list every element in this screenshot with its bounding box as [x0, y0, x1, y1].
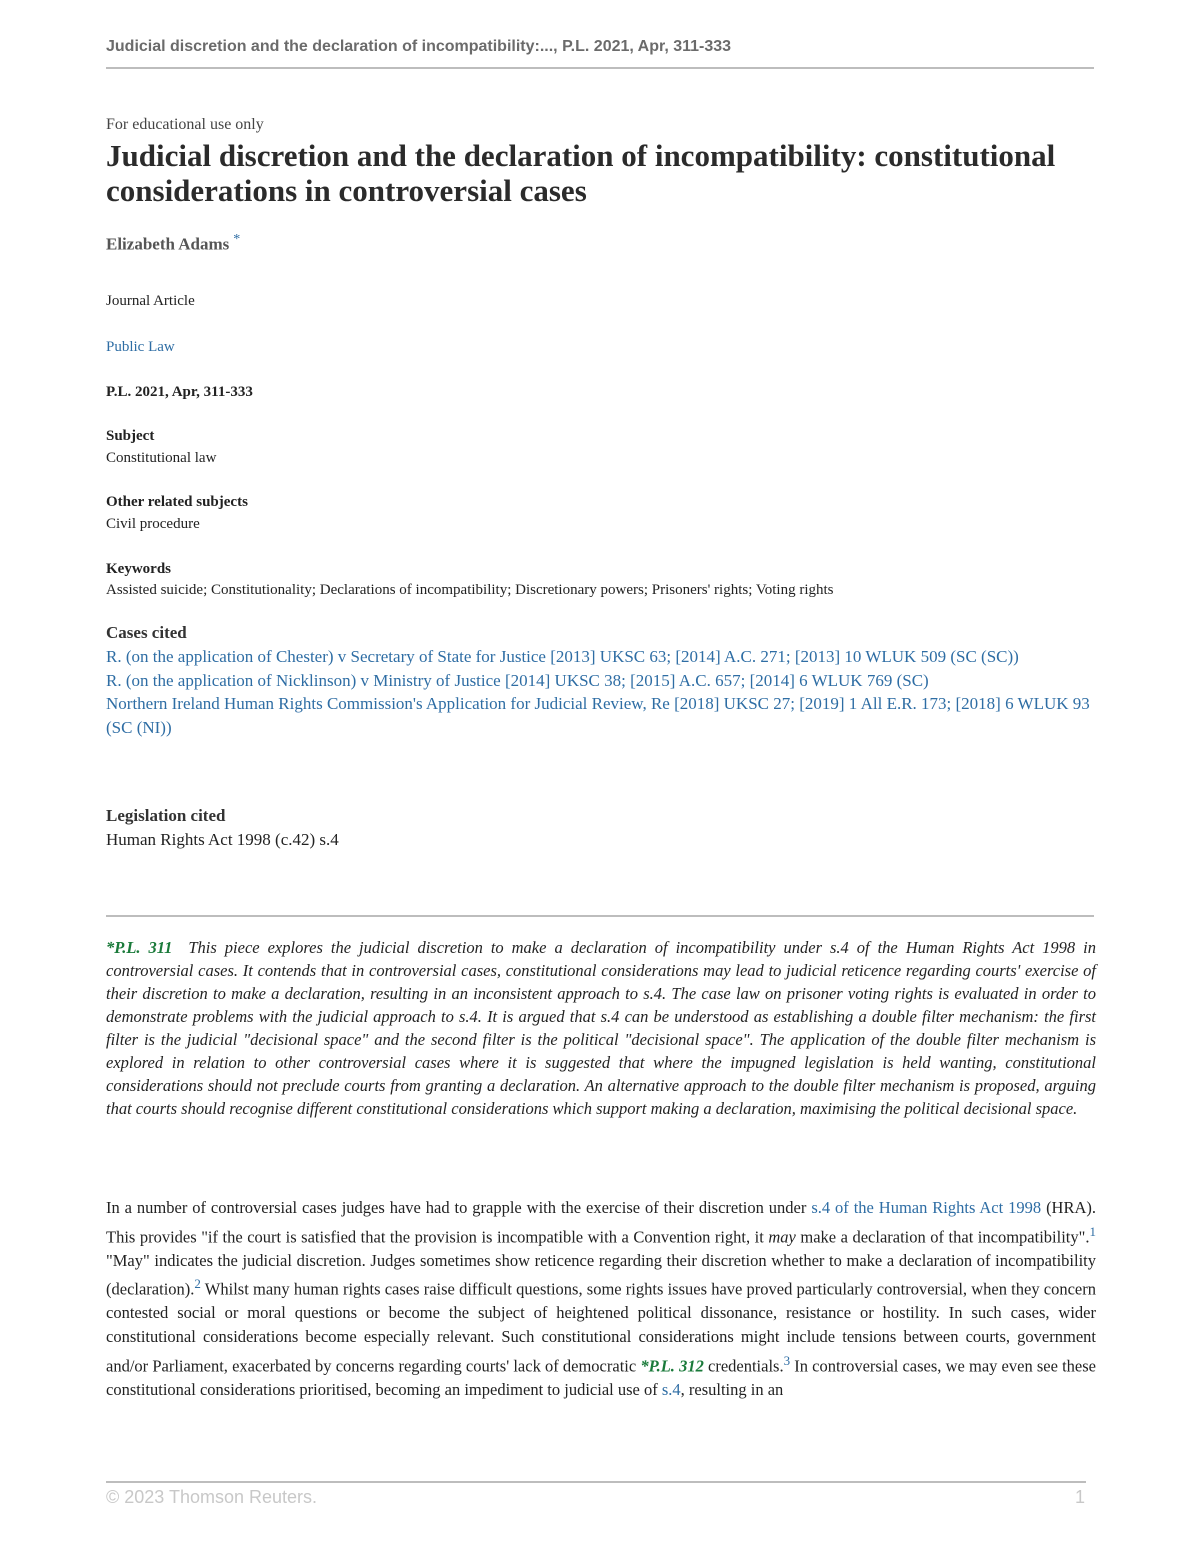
body-text-segment: credentials. [703, 1356, 784, 1376]
body-text-segment: In controversial cases, we may even see these constitutional considerations prioritised, becoming an impediment to judicial use of [106, 1356, 1097, 1399]
hra-s4-link[interactable]: s.4 of the Human Rights Act 1998 [811, 1198, 1042, 1217]
emphasis-may: may [768, 1227, 796, 1247]
footnote-link-2[interactable]: 2 [194, 1276, 201, 1292]
case-link[interactable]: Northern Ireland Human Rights Commission's Application for Judicial Review, Re [2018] UKSC 27; [2019] 1 All E.R. 173; [2018] 6 WLUK 93 (SC (NI)) [106, 694, 1090, 737]
cases-cited-label: Cases cited [106, 623, 187, 642]
s4-link[interactable]: s.4 [661, 1379, 681, 1399]
abstract-divider [106, 915, 1094, 917]
body-text-segment: In a number of controversial cases judges have had to grapple with the exercise of their discretion under [106, 1198, 812, 1217]
case-link[interactable]: R. (on the application of Nicklinson) v Ministry of Justice [2014] UKSC 38; [2015] A.C. 657; [2014] 6 WLUK 769 (SC) [106, 670, 929, 690]
body-paragraph [106, 1196, 1096, 1401]
body-text-segment: "May" indicates the judicial discretion. Judges sometimes show reticence regarding their discretion whether to make a declaration of incompatibility (declaration). [106, 1250, 1096, 1299]
abstract [106, 936, 1096, 1120]
subject-value: Constitutional law [106, 450, 217, 466]
header-divider [106, 67, 1094, 69]
body-text-segment: , resulting in an [680, 1379, 784, 1399]
journal-link[interactable]: Public Law [106, 339, 175, 355]
citation: P.L. 2021, Apr, 311-333 [106, 384, 253, 400]
abstract-text: This piece explores the judicial discretion to make a declaration of incompatibility under s.4 of the Human Rights Act 1998 in controversial cases. It contends that in controversial cases, constitutional considerations may lead to judicial reticence regarding courts' exercise of their discretion to make a declaration, resulting in an inconsistent approach to s.4. The case law on prisoner voting rights is evaluated in order to demonstrate problems with the judicial approach to s.4. It is argued that s.4 can be understood as establishing a double filter mechanism: the first filter is the judicial "decisional space" and the second filter is the political "decisional space". The application of the double filter mechanism is explored in relation to other controversial cases where it is suggested that where the impugned legislation is held wanting, constitutional considerations should not preclude courts from granting a declaration. An alternative approach to the double filter mechanism is proposed, arguing that courts should recognise different constitutional considerations which support making a declaration, maximising the political decisional space. [106, 938, 1097, 1118]
footnote-link-3[interactable]: 3 [783, 1352, 791, 1368]
body-text-segment: make a declaration of that incompatibility". [795, 1227, 1090, 1247]
page-marker-312: *P.L. 312 [640, 1356, 704, 1376]
keywords-value: Assisted suicide; Constitutionality; Declarations of incompatibility; Discretionary powers; Prisoners' rights; Voting rights [106, 582, 834, 598]
article-title: Judicial discretion and the declaration of incompatibility: constitutional considerations in controversial cases [106, 138, 1056, 208]
author-name: Elizabeth Adams [106, 234, 230, 254]
legislation-cited-label: Legislation cited [106, 806, 226, 825]
other-subjects-label: Other related subjects [106, 494, 248, 510]
cases-cited-list [106, 645, 1096, 739]
document-type: Journal Article [106, 293, 195, 309]
copyright: © 2023 Thomson Reuters. [106, 1487, 318, 1507]
page-marker-311: *P.L. 311 [106, 938, 173, 957]
author-footnote-link[interactable]: * [233, 232, 241, 247]
running-header-title: Judicial discretion and the declaration of incompatibility:..., P.L. 2021, Apr, 311-333 [106, 38, 732, 55]
educational-notice: For educational use only [106, 116, 264, 133]
other-subjects-value: Civil procedure [106, 516, 200, 532]
page-number: 1 [1075, 1487, 1086, 1507]
body-text-segment: Whilst many human rights cases raise difficult questions, some rights issues have proved particularly controversial, when they concern contested social or moral questions or become the subject of heightened political dissonance, resistance or hostility. In such cases, wider constitutional considerations become especially relevant. Such constitutional considerations might include tensions between courts, government and/or Parliament, exacerbated by concerns regarding courts' lack of democratic [106, 1279, 1096, 1376]
case-link[interactable]: R. (on the application of Chester) v Secretary of State for Justice [2013] UKSC 63; [2014] A.C. 271; [2013] 10 WLUK 509 (SC (SC)) [106, 647, 1019, 666]
footer-divider [106, 1481, 1086, 1483]
body-text-segment: (HRA). This provides "if the court is satisfied that the provision is incompatible with a Convention right, it [106, 1198, 1097, 1247]
author-line [106, 232, 240, 255]
legislation-link[interactable]: Human Rights Act 1998 (c.42) s.4 [106, 830, 339, 849]
subject-label: Subject [106, 428, 155, 444]
footnote-link-1[interactable]: 1 [1089, 1223, 1096, 1239]
keywords-label: Keywords [106, 561, 171, 577]
